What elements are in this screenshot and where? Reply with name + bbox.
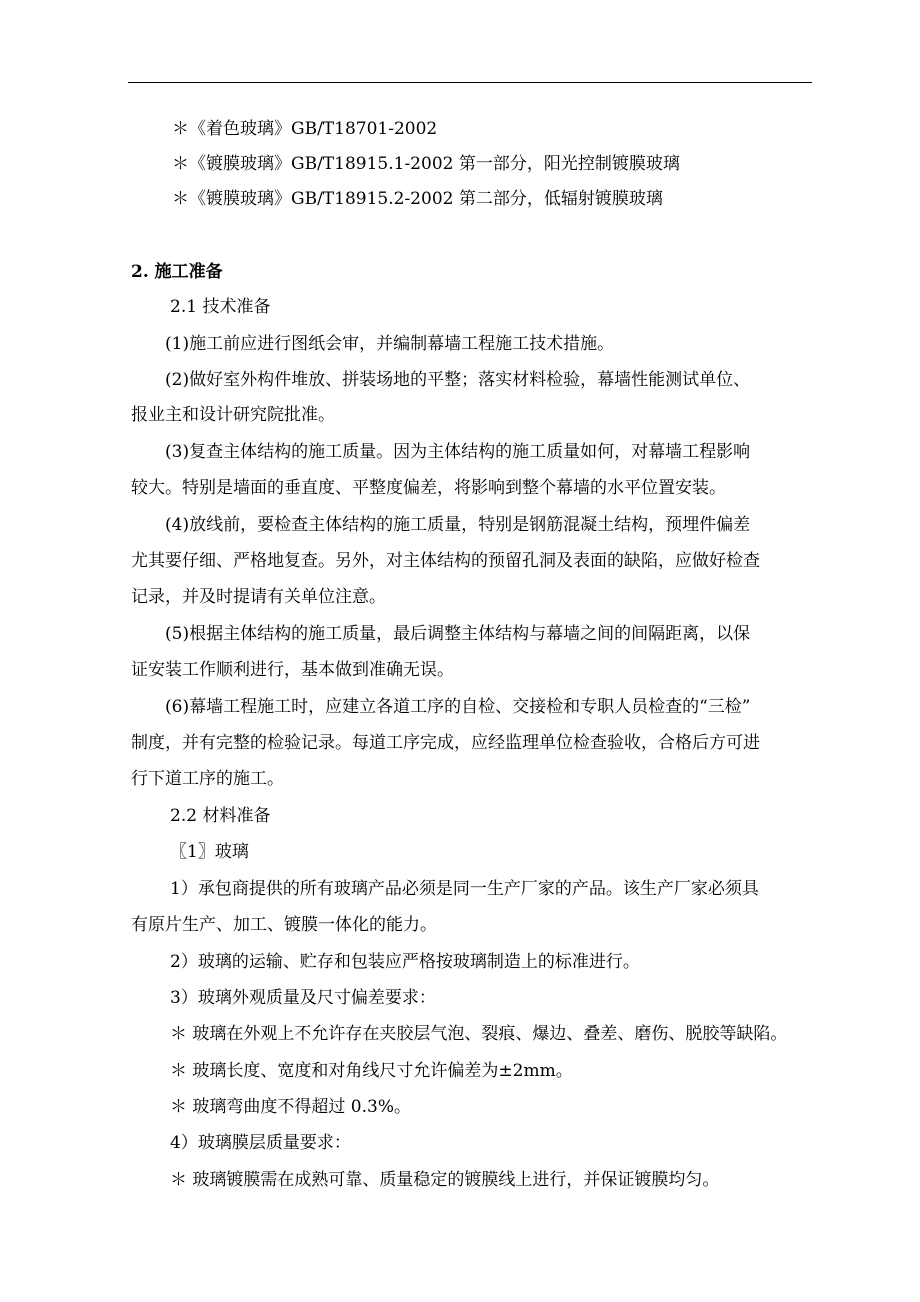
standard-item: ＊《镀膜玻璃》GB/T18915.2-2002 第二部分，低辐射镀膜玻璃 xyxy=(172,189,663,209)
paragraph-line: 行下道工序的施工。 xyxy=(131,769,284,789)
section-heading: 2. 施工准备 xyxy=(131,262,223,282)
paragraph-line: 2）玻璃的运输、贮存和包装应严格按玻璃制造上的标准进行。 xyxy=(170,952,640,972)
paragraph-line: (1)施工前应进行图纸会审，并编制幕墙工程施工技术措施。 xyxy=(165,334,615,354)
bullet-item: ＊ 玻璃镀膜需在成熟可靠、质量稳定的镀膜线上进行，并保证镀膜均匀。 xyxy=(170,1170,720,1190)
paragraph-line: (3)复查主体结构的施工质量。因为主体结构的施工质量如何，对幕墙工程影响 xyxy=(165,442,751,462)
subsection-heading: 2.2 材料准备 xyxy=(170,806,271,826)
bullet-item: ＊ 玻璃长度、宽度和对角线尺寸允许偏差为±2mm。 xyxy=(170,1061,573,1081)
paragraph-line: 1）承包商提供的所有玻璃产品必须是同一生产厂家的产品。该生产厂家必须具 xyxy=(170,879,759,899)
paragraph-line: 较大。特别是墙面的垂直度、平整度偏差，将影响到整个幕墙的水平位置安装。 xyxy=(131,478,726,498)
paragraph-line: 制度，并有完整的检验记录。每道工序完成，应经监理单位检查验收，合格后方可进 xyxy=(131,733,760,753)
subsection-heading: 2.1 技术准备 xyxy=(170,297,271,317)
paragraph-line: 3）玻璃外观质量及尺寸偏差要求： xyxy=(170,988,436,1008)
paragraph-line: 4）玻璃膜层质量要求： xyxy=(170,1133,351,1153)
paragraph-line: 记录，并及时提请有关单位注意。 xyxy=(131,587,386,607)
paragraph-line: 尤其要仔细、严格地复查。另外，对主体结构的预留孔洞及表面的缺陷，应做好检查 xyxy=(131,551,760,571)
paragraph-line: 有原片生产、加工、镀膜一体化的能力。 xyxy=(131,915,437,935)
paragraph-line: (6)幕墙工程施工时，应建立各道工序的自检、交接检和专职人员检查的“三检” xyxy=(165,697,751,717)
standard-item: ＊《镀膜玻璃》GB/T18915.1-2002 第一部分，阳光控制镀膜玻璃 xyxy=(172,154,680,174)
paragraph-line: (4)放线前，要检查主体结构的施工质量，特别是钢筋混凝土结构，预埋件偏差 xyxy=(165,515,751,535)
paragraph-line: 报业主和设计研究院批准。 xyxy=(131,405,335,425)
bullet-item: ＊ 玻璃弯曲度不得超过 0.3%。 xyxy=(170,1097,411,1117)
standard-item: ＊《着色玻璃》GB/T18701-2002 xyxy=(172,119,438,139)
header-divider xyxy=(128,82,812,83)
paragraph-line: (5)根据主体结构的施工质量，最后调整主体结构与幕墙之间的间隔距离，以保 xyxy=(165,624,751,644)
paragraph-line: 证安装工作顺利进行，基本做到准确无误。 xyxy=(131,660,454,680)
glass-heading: 〖1〗玻璃 xyxy=(170,842,249,862)
bullet-item: ＊ 玻璃在外观上不允许存在夹胶层气泡、裂痕、爆边、叠差、磨伤、脱胶等缺陷。 xyxy=(170,1024,788,1044)
paragraph-line: (2)做好室外构件堆放、拼装场地的平整；落实材料检验，幕墙性能测试单位、 xyxy=(165,370,751,390)
